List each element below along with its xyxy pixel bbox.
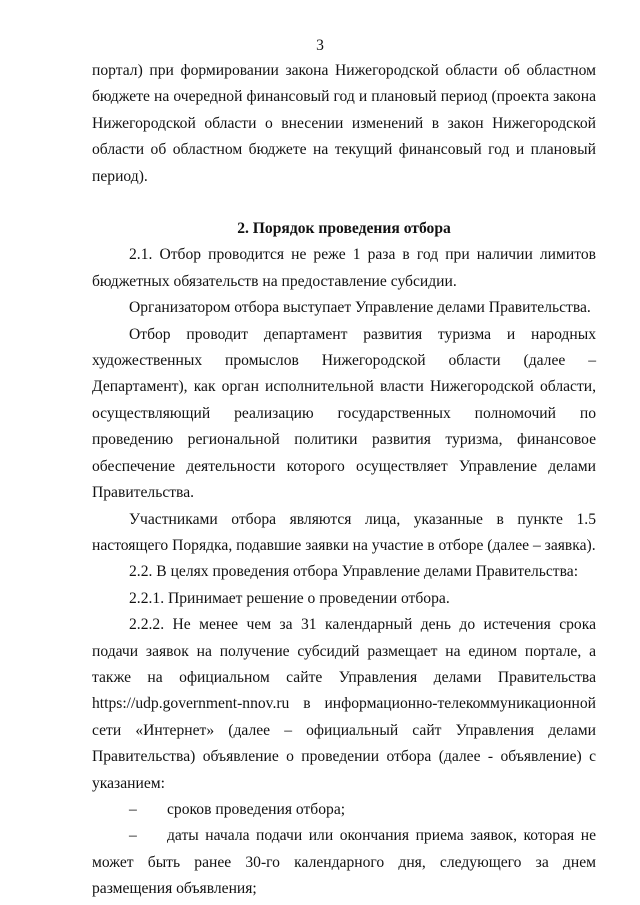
list-item [92,823,596,902]
list-item-text: даты начала подачи или окончания приема заявок, которая не может быть ранее 30-го календарного дня, следующего за днем размещения объявления; [92,827,596,898]
page-body [92,58,596,903]
dash-marker: – [129,800,137,818]
page-number: 3 [316,37,324,54]
list-item [92,797,596,823]
paragraph-2-1: 2.1. Отбор проводится не реже 1 раза в год при наличии лимитов бюджетных обязательств на предоставление субсидии. [92,246,596,290]
section-heading: 2. Порядок проведения отбора [237,220,451,238]
paragraph-continuation: портал) при формировании закона Нижегородской области об областном бюджете на очередной финансовый год и плановый период (проекта закона Нижегородской области о внесении изменений в закон Нижегородской области об областном бюджете на текущий финансовый год и плановый период). [92,62,596,185]
paragraph-2-2-1: 2.2.1. Принимает решение о проведении отбора. [129,589,450,607]
paragraph-2-2-2: 2.2.2. Не менее чем за 31 календарный день до истечения срока подачи заявок на получение субсидий размещает на едином портале, а также на официальном сайте Управления делами Правительства https://udp.government-nnov.ru в информационно-телекоммуникационной сети «Интернет» (далее – официальный сайт Управления делами Правительства) объявление о проведении отбора (далее - объявление) с указанием: [92,616,596,792]
paragraph-organizer: Организатором отбора выступает Управление делами Правительства. [129,299,591,317]
list-item-text: сроков проведения отбора; [167,800,346,818]
paragraph-conductor: Отбор проводит департамент развития туризма и народных художественных промыслов Нижегородской области (далее – Департамент), как орган исполнительной власти Нижегородской области, осуществляющий реализацию государственных полномочий по проведению региональной политики развития туризма, финансовое обеспечение деятельности которого осуществляет Управление делами Правительства. [92,325,596,502]
spacer [92,190,596,216]
paragraph-participants: Участниками отбора являются лица, указанные в пункте 1.5 настоящего Порядка, подавшие заявки на участие в отборе (далее – заявка). [92,510,596,554]
paragraph-2-2: 2.2. В целях проведения отбора Управление делами Правительства: [129,563,579,581]
dash-marker: – [129,827,137,845]
